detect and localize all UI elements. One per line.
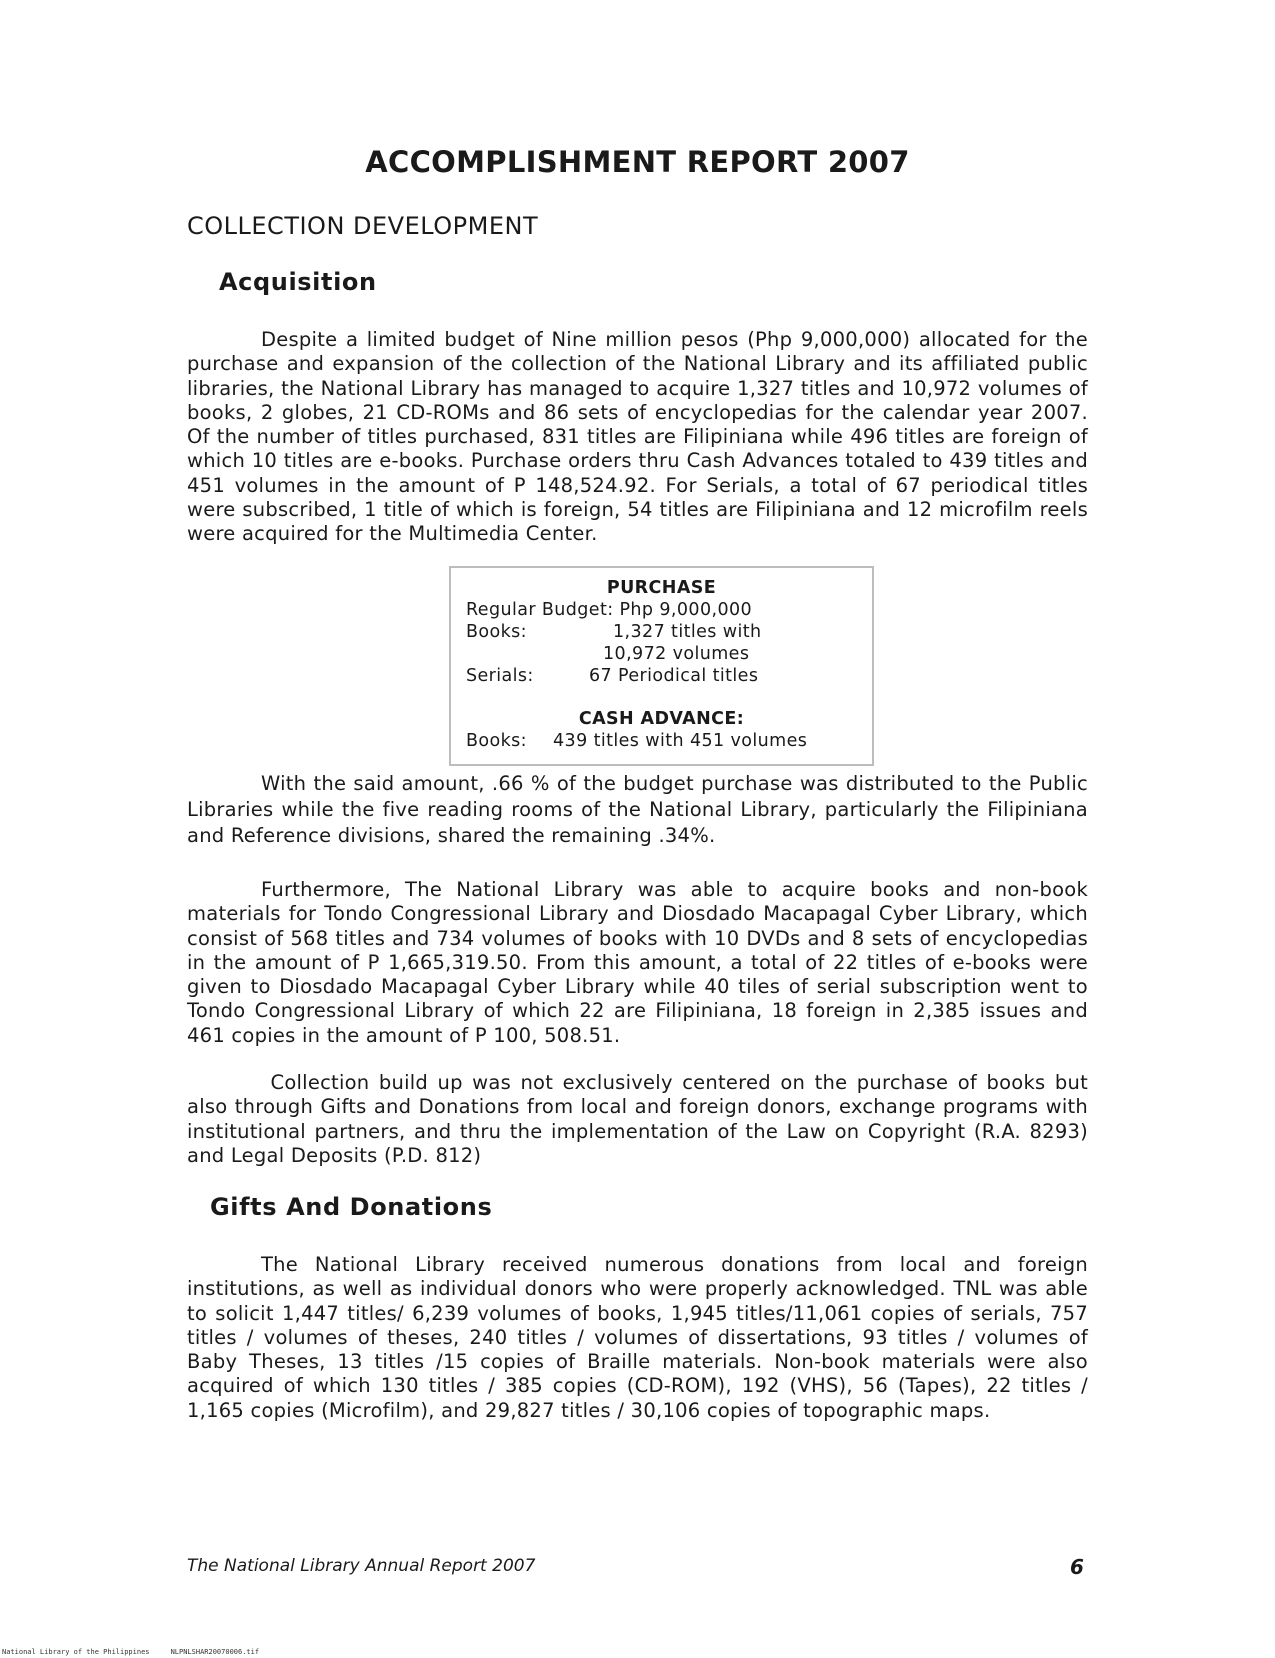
paragraph-text: Collection build up was not exclusively centered on the purchase of books but also through Gifts and Donations from local and foreign donors, exchange programs with institutional partners, and thru the implementation of the Law on Copyright (R.A. 8293) and Legal Deposits (P.D. 812)	[187, 1071, 1088, 1167]
paragraph-tondo-macapagal	[187, 878, 1088, 1048]
paragraph-collection-build-up	[187, 1071, 1088, 1168]
footer-report-name: The National Library Annual Report 2007	[187, 1556, 536, 1576]
paragraph-gifts-and-donations	[187, 1253, 1088, 1423]
scan-file-stamp: National Library of the Philippines NLPNLSHAR20070006.tif	[2, 1648, 260, 1656]
books-label: Books:	[466, 622, 527, 642]
paragraph-text: The National Library received numerous donations from local and foreign institutions, as well as individual donors who were properly acknowledged. TNL was able to solicit 1,447 titles/ 6,239 volumes of books, 1,945 titles/11,061 copies of serials, 757 titles / volumes of theses, 240 titles / volumes of dissertations, 93 titles / volumes of Baby Theses, 13 titles /15 copies of Braille materials. Non-book materials were also acquired of which 130 titles / 385 copies (CD-ROM), 192 (VHS), 56 (Tapes), 22 titles / 1,165 copies (Microfilm), and 29,827 titles / 30,106 copies of topographic maps.	[187, 1253, 1088, 1422]
heading-gifts-and-donations: Gifts And Donations	[210, 1193, 493, 1221]
cash-books-value: 439 titles with 451 volumes	[553, 731, 808, 751]
serials-value: 67 Periodical titles	[589, 666, 759, 686]
heading-acquisition: Acquisition	[219, 268, 377, 296]
report-title: ACCOMPLISHMENT REPORT 2007	[365, 145, 910, 179]
paragraph-text: With the said amount, .66 % of the budget purchase was distributed to the Public Libraries while the five reading rooms of the National Library, particularly the Filipiniana and Reference divisions, shared the remaining .34%.	[187, 772, 1088, 847]
cash-books-label: Books:	[466, 731, 527, 751]
section-title-collection-development: COLLECTION DEVELOPMENT	[187, 212, 539, 240]
paragraph-budget-distribution	[187, 771, 1088, 849]
paragraph-text: Furthermore, The National Library was able to acquire books and non-book materials for Tondo Congressional Library and Diosdado Macapagal Cyber Library, which consist of 568 titles and 734 volumes of books with 10 DVDs and 8 sets of encyclopedias in the amount of P 1,665,319.50. From this amount, a total of 22 titles of e-books were given to Diosdado Macapagal Cyber Library while 40 tiles of serial subscription went to Tondo Congressional Library of which 22 are Filipiniana, 18 foreign in 2,385 issues and 461 copies in the amount of P 100, 508.51.	[187, 878, 1088, 1047]
page-number: 6	[1070, 1555, 1084, 1579]
paragraph-acquisition-budget	[187, 328, 1088, 547]
regular-budget: Regular Budget: Php 9,000,000	[466, 600, 753, 620]
books-volumes: 10,972 volumes	[603, 644, 750, 664]
books-titles: 1,327 titles with	[613, 622, 762, 642]
serials-label: Serials:	[466, 666, 534, 686]
paragraph-text: Despite a limited budget of Nine million pesos (Php 9,000,000) allocated for the purchase and expansion of the collection of the National Library and its affiliated public libraries, the National Library has managed to acquire 1,327 titles and 10,972 volumes of books, 2 globes, 21 CD-ROMs and 86 sets of encyclopedias for the calendar year 2007. Of the number of titles purchased, 831 titles are Filipiniana while 496 titles are foreign of which 10 titles are e-books. Purchase orders thru Cash Advances totaled to 439 titles and 451 volumes in the amount of P 148,524.92. For Serials, a total of 67 periodical titles were subscribed, 1 title of which is foreign, 54 titles are Filipiniana and 12 microfilm reels were acquired for the Multimedia Center.	[187, 328, 1088, 546]
purchase-summary-box	[449, 566, 874, 766]
purchase-heading: PURCHASE	[606, 578, 717, 598]
cash-advance-heading: CASH ADVANCE:	[578, 709, 745, 729]
